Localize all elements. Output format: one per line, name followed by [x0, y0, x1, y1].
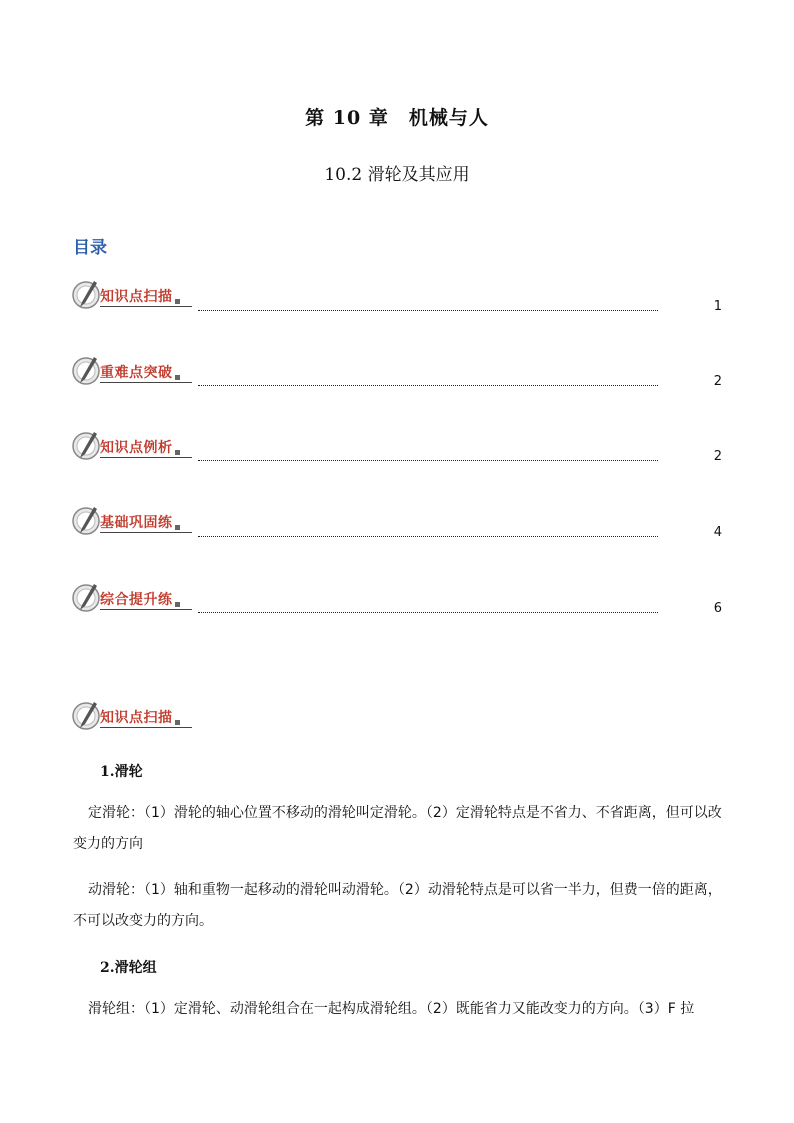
- paragraph-movable-pulley: 动滑轮：（1）轴和重物一起移动的滑轮叫动滑轮。（2）动滑轮特点是可以省一半力，但费一倍的距离，不可以改变力的方向。: [73, 882, 722, 929]
- toc-entry-label: 基础巩固练: [100, 515, 173, 531]
- toc-entry-examples[interactable]: [70, 429, 194, 463]
- section-badge-label: 知识点扫描: [100, 710, 173, 726]
- toc-dot-leader: [198, 460, 658, 461]
- section-badge-knowledge-scan: [70, 699, 194, 733]
- subsection-heading-pulley: 1.滑轮: [100, 764, 143, 780]
- toc-page-number: 6: [713, 601, 722, 616]
- toc-page-number: 2: [713, 374, 722, 389]
- toc-page-number: 1: [713, 299, 722, 314]
- section-title: 10.2 滑轮及其应用: [324, 165, 470, 185]
- toc-entry-advanced-practice[interactable]: [70, 581, 194, 615]
- pen-brush-icon: [70, 354, 104, 388]
- subsection-heading-pulley-block: 2.滑轮组: [100, 960, 157, 976]
- toc-entry-knowledge-scan[interactable]: [70, 278, 194, 312]
- pen-brush-icon: [70, 581, 104, 615]
- chapter-title: 第 10 章 机械与人: [305, 107, 489, 129]
- pen-brush-icon: [70, 699, 104, 733]
- pen-brush-icon: [70, 278, 104, 312]
- toc-entry-label: 综合提升练: [100, 592, 173, 608]
- pen-brush-icon: [70, 504, 104, 538]
- toc-entry-basic-practice[interactable]: [70, 504, 194, 538]
- toc-heading: 目录: [73, 238, 107, 258]
- toc-dot-leader: [198, 310, 658, 311]
- toc-entry-label: 重难点突破: [100, 365, 173, 381]
- paragraph-fixed-pulley: 定滑轮：（1）滑轮的轴心位置不移动的滑轮叫定滑轮。（2）定滑轮特点是不省力、不省距离，但可以改变力的方向: [73, 805, 722, 852]
- toc-entry-label: 知识点扫描: [100, 289, 173, 305]
- toc-entry-key-points[interactable]: [70, 354, 194, 388]
- toc-entry-label: 知识点例析: [100, 440, 173, 456]
- toc-page-number: 2: [713, 449, 722, 464]
- toc-dot-leader: [198, 536, 658, 537]
- toc-page-number: 4: [713, 525, 722, 540]
- pen-brush-icon: [70, 429, 104, 463]
- paragraph-pulley-block: 滑轮组：（1）定滑轮、动滑轮组合在一起构成滑轮组。（2）既能省力又能改变力的方向。（3）F 拉: [88, 1001, 695, 1017]
- toc-dot-leader: [198, 385, 658, 386]
- toc-dot-leader: [198, 612, 658, 613]
